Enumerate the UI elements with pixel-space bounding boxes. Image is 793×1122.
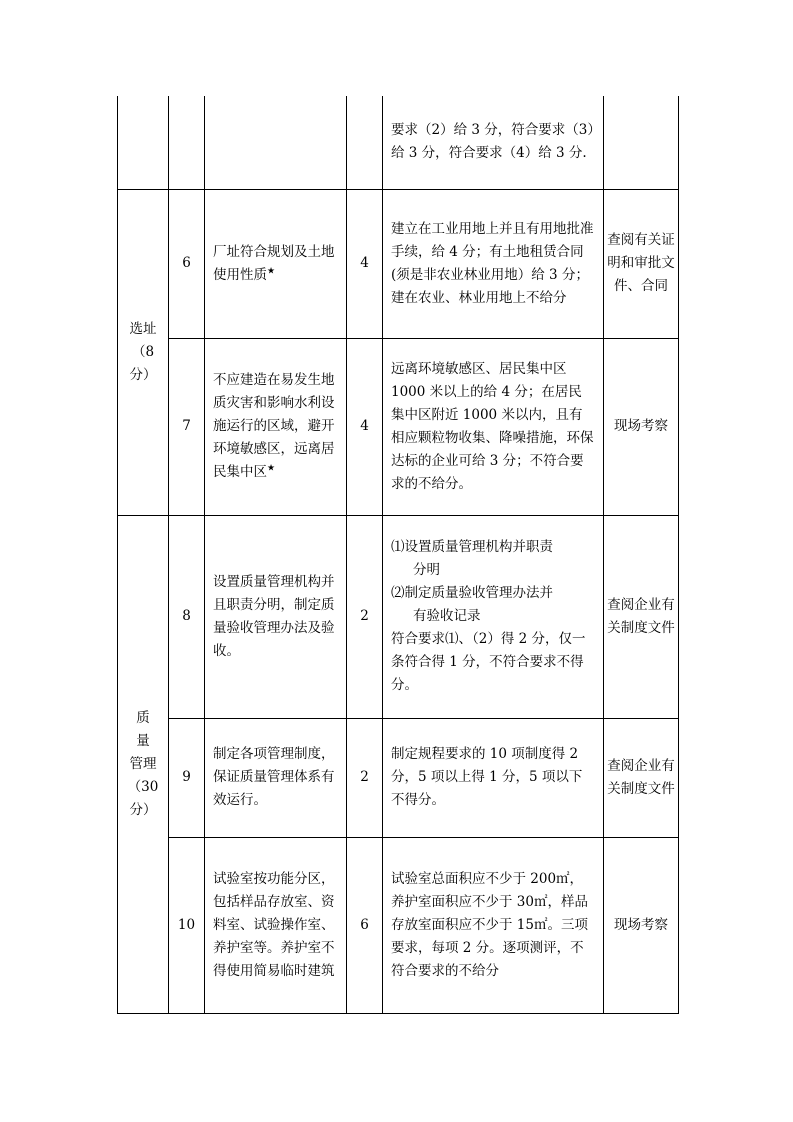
category-line: （8 [131,343,155,360]
method-cell: 查阅企业有关制度文件 [604,718,679,837]
table-row-6 [118,189,679,338]
criteria-cell: 制定规程要求的 10 项制度得 2 分，5 项以上得 1 分，5 项以下不得分。 [383,718,604,837]
number-cell: 9 [169,718,205,837]
item-cell: 试验室按功能分区，包括样品存放室、资料室、试验操作室、养护室等。养护室不得使用简易临时建筑 [205,837,347,1013]
criteria-cell: 试验室总面积应不少于 200㎡，养护室面积应不少于 30㎡，样品存放室面积应不少于 15㎡。三项要求，每项 2 分。逐项测评，不符合要求的不给分 [383,837,604,1013]
scoring-table [117,96,679,1014]
table-row-7 [118,338,679,515]
criteria-cell: 建立在工业用地上并且有用地批准手续，给 4 分；有土地租赁合同(须是非农业林业用地）给 3 分；建在农业、林业用地上不给分 [383,189,604,338]
method-cell: 查阅企业有关制度文件 [604,515,679,718]
item-cell: 设置质量管理机构并且职责分明，制定质量验收管理办法及验收。 [205,515,347,718]
method-cell: 现场考察 [604,338,679,515]
category-line: 量 [136,732,150,749]
item-cell [205,96,347,189]
star-icon: ★ [267,266,276,276]
table-row-8 [118,515,679,718]
number-cell [169,96,205,189]
item-cell [205,338,347,515]
criteria-line: 符合要求⑴、（2）得 2 分，仅一条符合得 1 分，不符合要求不得分。 [391,631,586,693]
score-cell: 6 [347,837,383,1013]
score-cell [347,96,383,189]
score-cell: 4 [347,338,383,515]
category-line: 管理 [129,755,157,772]
table-row-10 [118,837,679,1013]
score-cell: 4 [347,189,383,338]
method-cell: 查阅有关证明和审批文件、合同 [604,189,679,338]
criteria-cell: 远离环境敏感区、居民集中区 1000 米以上的给 4 分；在居民集中区附近 1000 米以内，且有相应颗粒物收集、降噪措施，环保达标的企业可给 3 分；不符合要求的不给分。 [383,338,604,515]
score-cell: 2 [347,718,383,837]
criteria-cell [383,515,604,718]
criteria-line: 有验收记录 [413,608,481,624]
item-cell: 制定各项管理制度，保证质量管理体系有效运行。 [205,718,347,837]
category-line: 分） [129,801,157,818]
table-row-continued [118,96,679,189]
criteria-line: 分明 [413,562,440,578]
category-cell [118,96,169,189]
category-site-cell [118,189,169,515]
criteria-line: ⑵制定质量验收管理办法并 [391,585,553,601]
criteria-line: ⑴设置质量管理机构并职责 [391,539,553,555]
star-icon: ★ [267,463,276,474]
item-text: 不应建造在易发生地质灾害和影响水利设施运行的区域，避开环境敏感区，远离居民集中区 [213,372,335,480]
category-line: 选址 [129,320,157,337]
category-line: 分） [129,366,157,383]
number-cell: 7 [169,338,205,515]
category-line: 质 [136,709,150,726]
method-cell: 现场考察 [604,837,679,1013]
number-cell: 8 [169,515,205,718]
table-row-9 [118,718,679,837]
item-text: 厂址符合规划及土地使用性质 [213,243,335,283]
item-cell [205,189,347,338]
number-cell: 6 [169,189,205,338]
method-cell [604,96,679,189]
category-quality-cell [118,515,169,1013]
number-cell: 10 [169,837,205,1013]
score-cell: 2 [347,515,383,718]
category-line: （30 [127,778,159,795]
criteria-cell: 要求（2）给 3 分，符合要求（3）给 3 分，符合要求（4）给 3 分. [383,96,604,189]
